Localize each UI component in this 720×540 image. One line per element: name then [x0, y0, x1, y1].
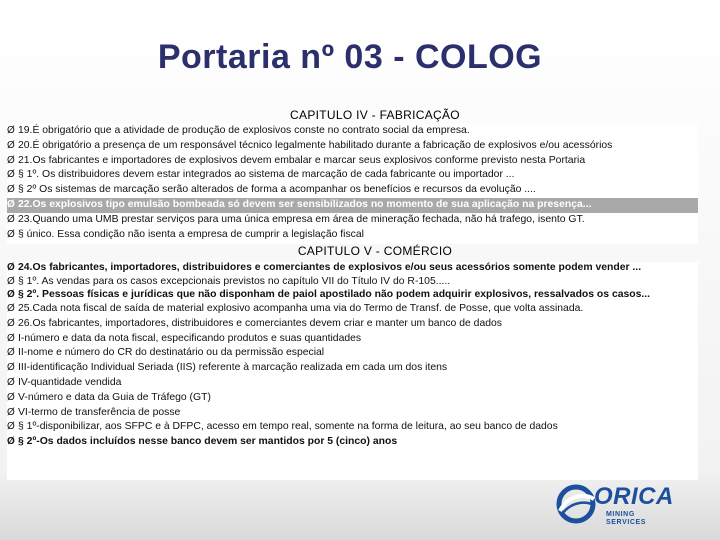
arrow-bullet-icon: Ø — [7, 376, 15, 388]
list-item — [7, 391, 698, 406]
list-item — [7, 332, 698, 347]
list-item-text: V-número e data da Guia de Tráfego (GT) — [18, 391, 211, 403]
orica-logo — [554, 481, 674, 527]
list-item — [7, 420, 698, 435]
list-item-text: § único. Essa condição não isenta a empresa de cumprir a legislação fiscal — [18, 228, 364, 240]
list-item-text: IV-quantidade vendida — [18, 376, 122, 388]
arrow-bullet-icon: Ø — [7, 332, 15, 344]
list-item-text: VI-termo de transferência de posse — [18, 406, 181, 418]
section-heading-fabricacao: CAPITULO IV - FABRICAÇÃO — [290, 108, 460, 122]
list-item — [7, 346, 698, 361]
arrow-bullet-icon: Ø — [7, 421, 15, 433]
list-item — [7, 154, 698, 169]
arrow-bullet-icon: Ø — [7, 228, 15, 240]
logo-subline-services: SERVICES — [606, 519, 647, 526]
list-item — [7, 361, 698, 376]
list-item-text: § 2º-Os dados incluídos nesse banco devem ser mantidos por 5 (cinco) anos — [18, 436, 398, 448]
section-heading-comercio: CAPITULO V - COMÉRCIO — [297, 244, 453, 258]
list-item — [7, 213, 698, 228]
arrow-bullet-icon: Ø — [7, 213, 15, 225]
arrow-bullet-icon: Ø — [7, 289, 15, 301]
list-item-text: 21.Os fabricantes e importadores de explosivos devem embalar e marcar seus explosivos conforme previsto nesta Portaria — [18, 154, 586, 166]
list-item-text: I-número e data da nota fiscal, especificando produtos e suas quantidades — [18, 332, 362, 344]
arrow-bullet-icon: Ø — [7, 391, 15, 403]
arrow-bullet-icon: Ø — [7, 184, 15, 196]
list-item-text: § 2º Os sistemas de marcação serão alterados de forma a acompanhar os benefícios e recursos da evolução .... — [18, 184, 536, 196]
list-item-text: 24.Os fabricantes, importadores, distribuidores e comerciantes de explosivos e/ou seus acessórios somente podem vender ... — [18, 262, 642, 273]
arrow-bullet-icon: Ø — [7, 362, 15, 374]
arrow-bullet-icon: Ø — [7, 198, 15, 210]
list-item — [7, 139, 698, 154]
slide-title: Portaria nº 03 - COLOG — [157, 38, 543, 76]
list-item-text: § 2º. Pessoas físicas e jurídicas que não disponham de paiol apostilado não podem adquirir explosivos, ressalvados os casos... — [18, 289, 651, 301]
logo-wordmark: ORICA — [594, 483, 674, 510]
list-item-text: III-identificação Individual Seriada (IIS) referente à marcação realizada em cada um dos itens — [18, 362, 448, 374]
list-item-text: 23.Quando uma UMB prestar serviços para uma única empresa em área de mineração fechada, não há trafego, isento GT. — [18, 213, 585, 225]
list-item — [7, 317, 698, 332]
section-fabricacao-list — [7, 124, 698, 244]
arrow-bullet-icon: Ø — [7, 275, 15, 287]
list-item-text: 26.Os fabricantes, importadores, distribuidores e comerciantes devem criar e manter um banco de dados — [18, 317, 502, 329]
list-item — [7, 198, 698, 213]
list-item-text: § 1º. As vendas para os casos excepcionais previstos no capítulo VII do Título IV do R-105..... — [18, 275, 451, 287]
list-item — [7, 406, 698, 421]
arrow-bullet-icon: Ø — [7, 347, 15, 359]
list-item — [7, 275, 698, 290]
logo-subline-mining: MINING — [606, 511, 635, 518]
list-item-text: 25.Cada nota fiscal de saída de material explosivo acompanha uma via do Termo de Transf. de Posse, que volta assinada. — [18, 302, 584, 314]
list-item-text: 20.É obrigatório a presença de um responsável técnico legalmente habilitado durante a fabricação de explosivos e/ou acessórios — [18, 139, 613, 151]
list-item — [7, 302, 698, 317]
list-item-text: § 1º. Os distribuidores devem estar integrados ao sistema de marcação de cada fabricante ou importador ... — [18, 169, 515, 181]
list-item — [7, 124, 698, 139]
list-item — [7, 289, 698, 302]
orica-globe-icon — [554, 481, 598, 527]
list-item — [7, 435, 698, 450]
list-item-text: 22.Os explosivos tipo emulsão bombeada só devem ser sensibilizados no momento de sua aplicação na presença... — [18, 198, 592, 210]
arrow-bullet-icon: Ø — [7, 436, 15, 448]
arrow-bullet-icon: Ø — [7, 154, 15, 166]
arrow-bullet-icon: Ø — [7, 317, 15, 329]
arrow-bullet-icon: Ø — [7, 262, 15, 273]
arrow-bullet-icon: Ø — [7, 125, 15, 136]
list-item — [7, 228, 698, 243]
list-item — [7, 262, 698, 275]
arrow-bullet-icon: Ø — [7, 139, 15, 151]
arrow-bullet-icon: Ø — [7, 169, 15, 181]
arrow-bullet-icon: Ø — [7, 406, 15, 418]
list-item-text: II-nome e número do CR do destinatário ou da permissão especial — [18, 347, 325, 359]
section-comercio-list — [7, 262, 698, 480]
list-item — [7, 168, 698, 183]
list-item — [7, 376, 698, 391]
list-item-text: 19.É obrigatório que a atividade de produção de explosivos conste no contrato social da empresa. — [18, 125, 470, 136]
list-item — [7, 183, 698, 198]
list-item-text: § 1º-disponibilizar, aos SFPC e à DFPC, acesso em tempo real, somente na forma de leitura, ao seu banco de dados — [18, 421, 558, 433]
arrow-bullet-icon: Ø — [7, 302, 15, 314]
